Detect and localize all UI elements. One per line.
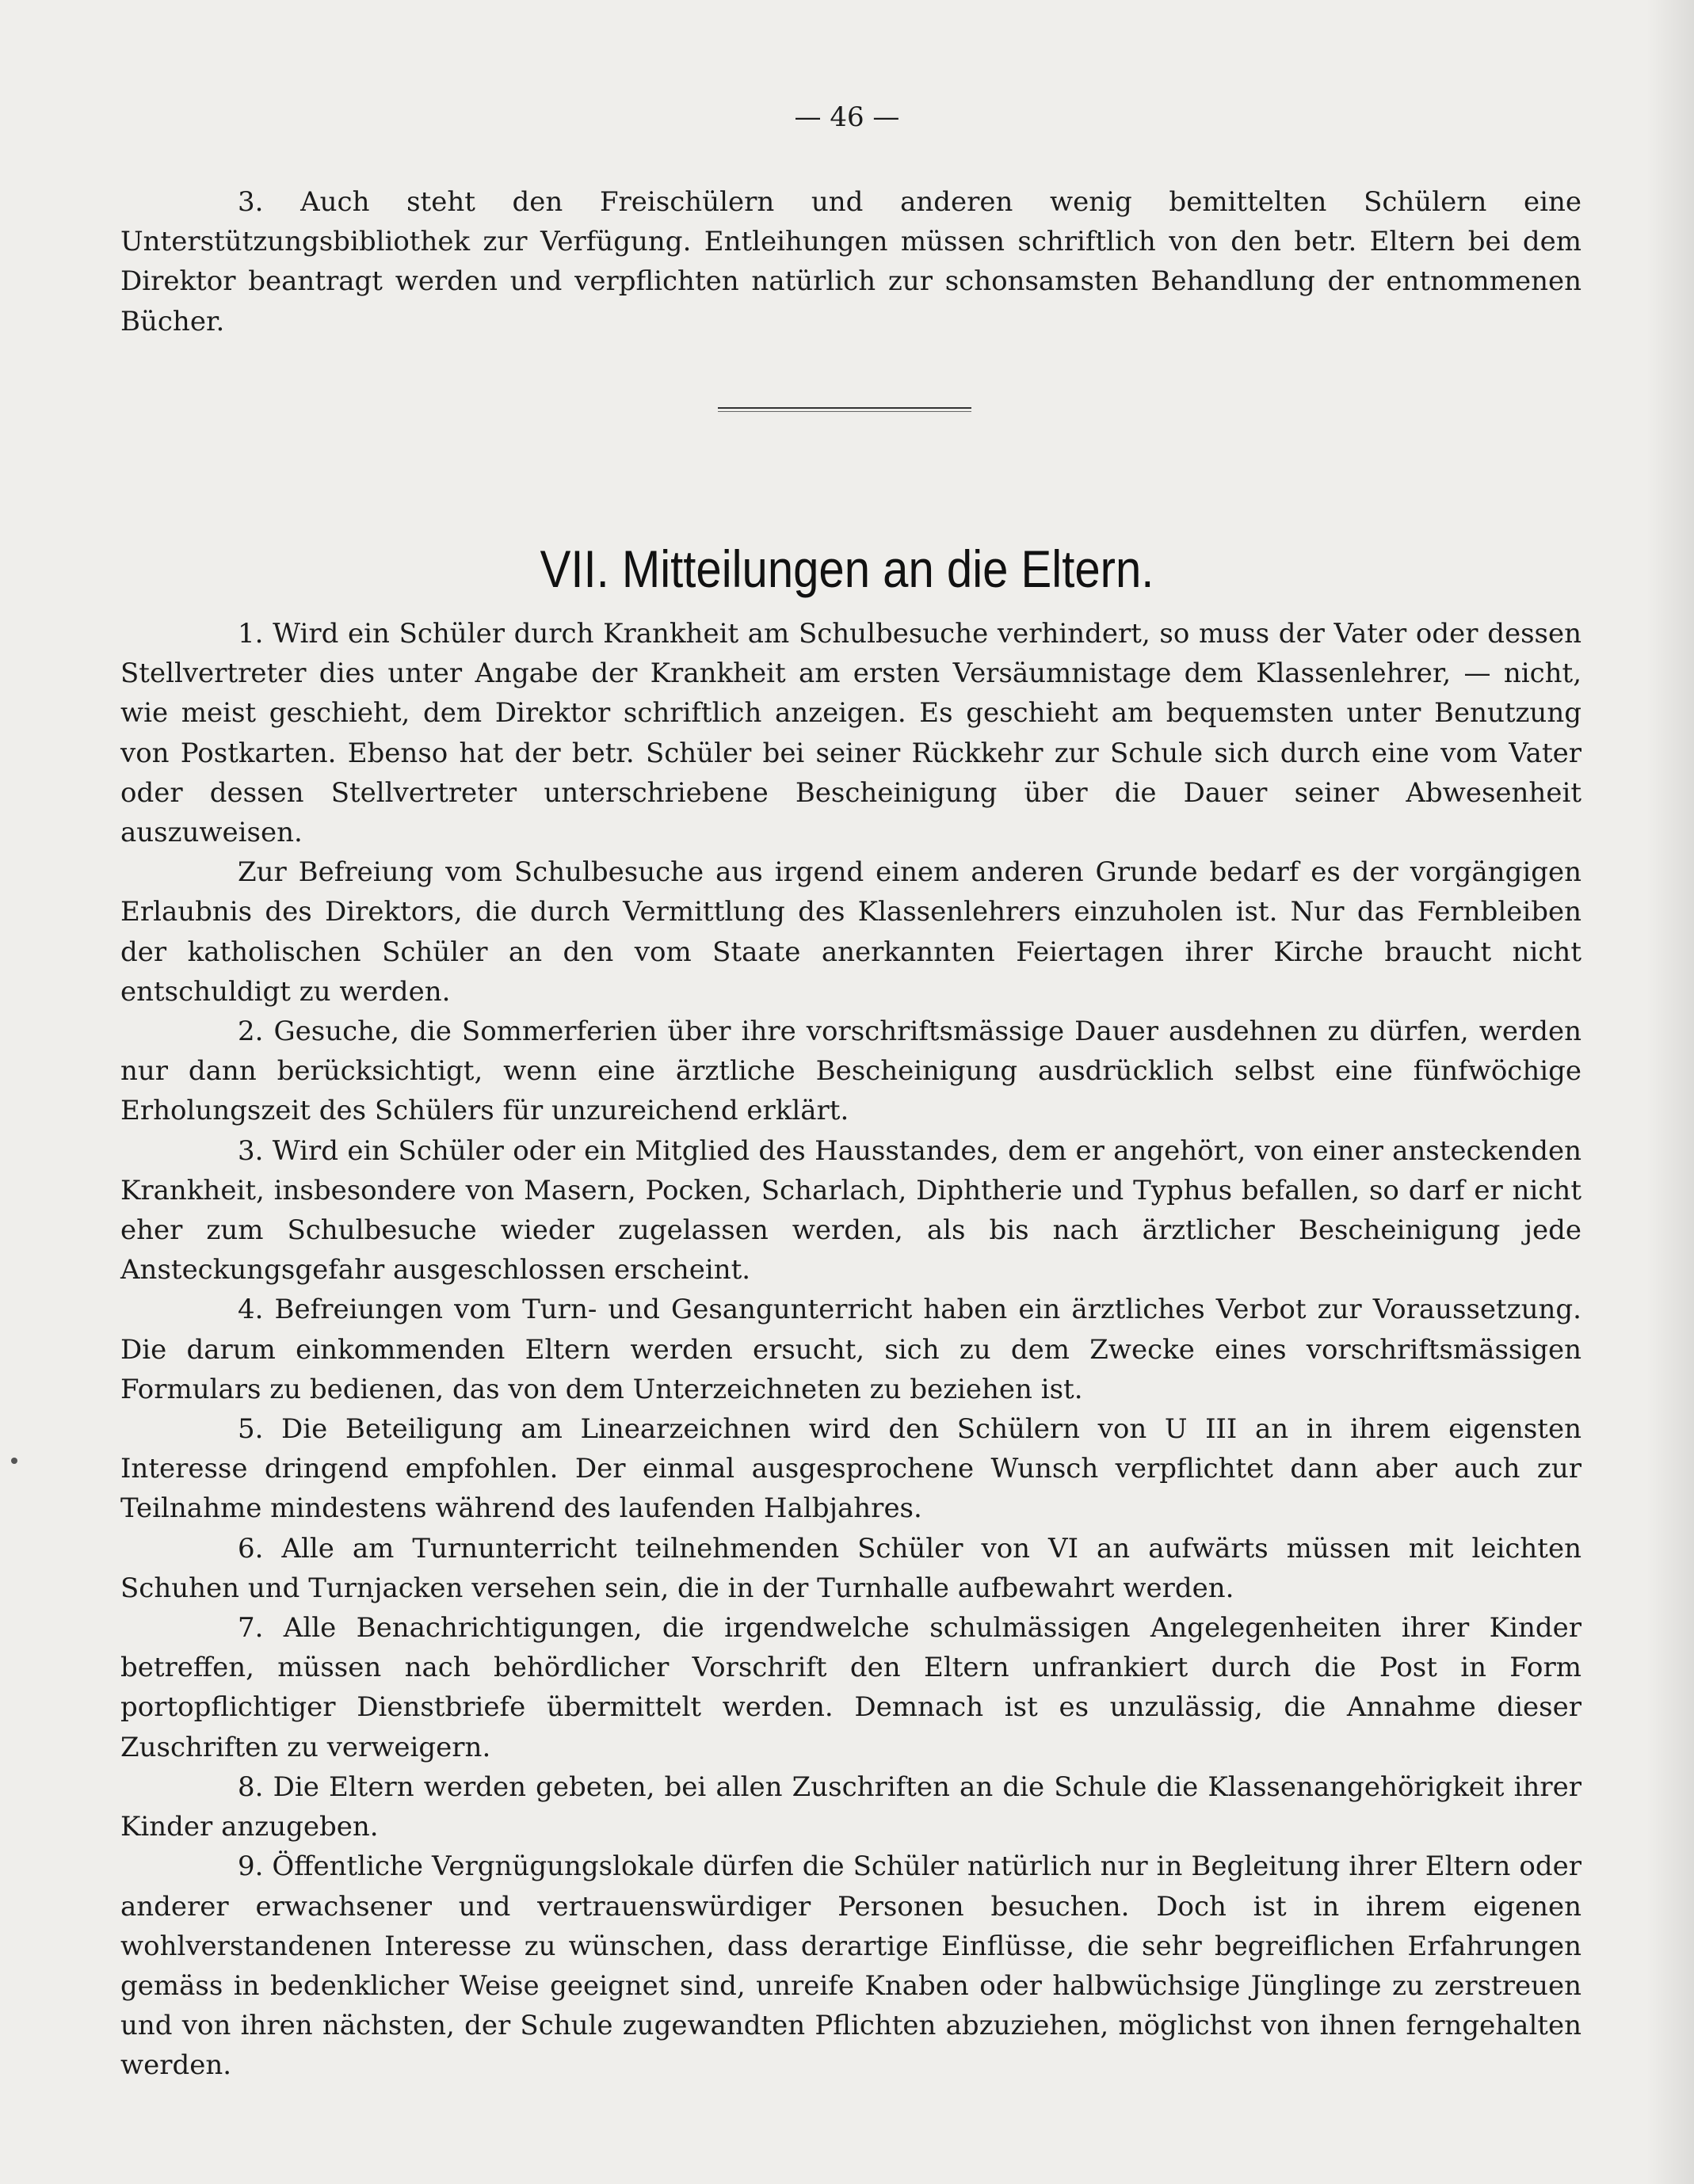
- intro-section: [120, 182, 1581, 341]
- paragraph-2: 2. Gesuche, die Sommerferien über ihre vorschriftsmässige Dauer ausdehnen zu dürfen, werden nur dann berücksichtigt, wenn eine ärztliche Bescheinigung ausdrücklich selbst eine fünfwöchige Erholungszeit des Schülers für unzureichend erklärt.: [120, 1016, 1581, 1127]
- section-title: VII. Mitteilungen an die Eltern.: [540, 539, 1154, 598]
- section-divider: [718, 407, 971, 409]
- page-edge-shadow: [1646, 0, 1694, 2184]
- margin-mark: [11, 1458, 17, 1464]
- intro-paragraph: 3. Auch steht den Freischülern und anderen wenig bemittelten Schülern eine Unterstützungsbibliothek zur Verfügung. Entleihungen müssen schriftlich von den betr. Eltern bei dem Direktor beantragt werden und verpflichten natürlich zur schonsamsten Behandlung der entnommenen Bücher.: [120, 186, 1581, 337]
- paragraph-3: 3. Wird ein Schüler oder ein Mitglied des Hausstandes, dem er angehört, von einer ansteckenden Krankheit, insbesondere von Masern, Pocken, Scharlach, Diphtherie und Typhus befallen, so darf er nicht eher zum Schulbesuche wieder zugelassen werden, als bis nach ärztlicher Bescheinigung jede Ansteckungsgefahr ausgeschlossen erscheint.: [120, 1134, 1581, 1286]
- paragraph-5: 5. Die Beteiligung am Linearzeichnen wird den Schülern von U III an in ihrem eigensten Interesse dringend empfohlen. Der einmal ausgesprochene Wunsch verpflichtet dann aber auch zur Teilnahme mindestens während des laufenden Halbjahres.: [120, 1413, 1581, 1525]
- paragraph-9: 9. Öffentliche Vergnügungslokale dürfen die Schüler natürlich nur in Begleitung ihrer Eltern oder anderer erwachsener und vertrauenswürdiger Personen besuchen. Doch ist in ihrem eigenen wohlverstandenen Interesse zu wünschen, dass derartige Einflüsse, die sehr begreiflichen Erfahrungen gemäss in bedenklicher Weise geeignet sind, unreife Knaben oder halbwüchsige Jünglinge zu zerstreuen und von ihren nächsten, der Schule zugewandten Pflichten abzuziehen, möglichst von ihnen ferngehalten werden.: [120, 1850, 1581, 2082]
- section-divider-secondary: [718, 411, 971, 412]
- page-number: — 46 —: [794, 101, 900, 133]
- paragraph-7: 7. Alle Benachrichtigungen, die irgendwelche schulmässigen Angelegenheiten ihrer Kinder betreffen, müssen nach behördlicher Vorschrift den Eltern unfrankiert durch die Post in Form portopflichtiger Dienstbriefe übermittelt werden. Demnach ist es unzulässig, die Annahme dieser Zuschriften zu verweigern.: [120, 1612, 1581, 1763]
- parents-notices-section: [120, 614, 1581, 2086]
- paragraph-4: 4. Befreiungen vom Turn- und Gesangunterricht haben ein ärztliches Verbot zur Voraussetzung. Die darum einkommenden Eltern werden ersucht, sich zu dem Zwecke eines vorschriftsmässigen Formulars zu bedienen, das von dem Unterzeichneten zu beziehen ist.: [120, 1294, 1581, 1405]
- paragraph-1: 1. Wird ein Schüler durch Krankheit am Schulbesuche verhindert, so muss der Vater oder dessen Stellvertreter dies unter Angabe der Krankheit am ersten Versäumnistage dem Klassenlehrer, — nicht, wie meist geschieht, dem Direktor schriftlich anzeigen. Es geschieht am bequemsten unter Benutzung von Postkarten. Ebenso hat der betr. Schüler bei seiner Rückkehr zur Schule sich durch eine vom Vater oder dessen Stellvertreter unterschriebene Bescheinigung über die Dauer seiner Abwesenheit auszuweisen.: [120, 618, 1581, 849]
- paragraph-8: 8. Die Eltern werden gebeten, bei allen Zuschriften an die Schule die Klassenangehörigkeit ihrer Kinder anzugeben.: [120, 1770, 1581, 1843]
- paragraph-1b: Zur Befreiung vom Schulbesuche aus irgend einem anderen Grunde bedarf es der vorgängigen Erlaubnis des Direktors, die durch Vermittlung des Klassenlehrers einzuholen ist. Nur das Fernbleiben der katholischen Schüler an den vom Staate anerkannten Feiertagen ihrer Kirche braucht nicht entschuldigt zu werden.: [120, 856, 1581, 1008]
- paragraph-6: 6. Alle am Turnunterricht teilnehmenden Schüler von VI an aufwärts müssen mit leichten Schuhen und Turnjacken versehen sein, die in der Turnhalle aufbewahrt werden.: [120, 1532, 1581, 1604]
